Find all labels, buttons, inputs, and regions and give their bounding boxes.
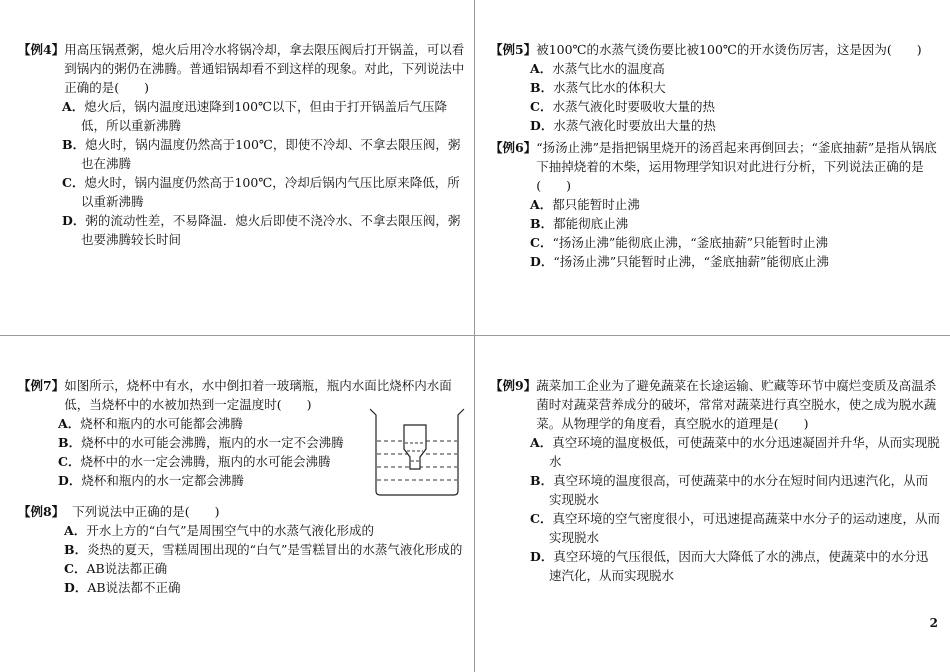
example-8 xyxy=(18,502,465,597)
option-c: C．“扬汤止沸”能彻底止沸，“釜底抽薪”只能暂时止沸 xyxy=(530,235,829,250)
question-stem: “扬汤止沸”是指把锅里烧开的汤舀起来再倒回去；“釜底抽薪”是指从锅底下抽掉烧着的木柴，运用物理学知识对此进行分析，下列说法正确的是( ) xyxy=(536,140,937,193)
example-tag: 【例6】 xyxy=(490,140,537,155)
question-stem: 被100℃的水蒸气烫伤要比被100℃的开水烫伤厉害，这是因为( ) xyxy=(536,42,922,57)
option-a: A．都只能暂时止沸 xyxy=(530,197,640,212)
option-b: B．熄火时，锅内温度仍然高于100℃，即使不冷却、不拿去限压阀，粥也在沸腾 xyxy=(62,137,461,171)
option-a: A．烧杯和瓶内的水可能都会沸腾 xyxy=(58,416,243,431)
option-a: A．真空环境的温度极低，可使蔬菜中的水分迅速凝固并升华，从而实现脱水 xyxy=(530,435,940,469)
option-c: C．AB说法都正确 xyxy=(64,561,168,576)
option-a: A．水蒸气比水的温度高 xyxy=(530,61,665,76)
option-d: D．水蒸气液化时要放出大量的热 xyxy=(530,118,716,133)
example-6 xyxy=(490,138,940,271)
example-tag: 【例8】 xyxy=(18,504,65,519)
option-d: D．烧杯和瓶内的水一定都会沸腾 xyxy=(58,473,244,488)
option-d: D．真空环境的气压很低，因而大大降低了水的沸点，使蔬菜中的水分迅速汽化，从而实现脱水 xyxy=(530,549,929,583)
option-a: A．开水上方的“白气”是周围空气中的水蒸气液化形成的 xyxy=(64,523,374,538)
option-c: C．真空环境的空气密度很小，可迅速提高蔬菜中水分子的运动速度，从而实现脱水 xyxy=(530,511,940,545)
example-4 xyxy=(18,40,465,249)
option-a: A．熄火后，锅内温度迅速降到100℃以下，但由于打开锅盖后气压降低，所以重新沸腾 xyxy=(62,99,448,133)
example-5 xyxy=(490,40,940,135)
option-c: C．烧杯中的水一定会沸腾，瓶内的水可能会沸腾 xyxy=(58,454,331,469)
question-stem: 蔬菜加工企业为了避免蔬菜在长途运输、贮藏等环节中腐烂变质及高温杀菌时对蔬菜营养成分的破坏，常常对蔬菜进行真空脱水，使之成为脱水蔬菜。从物理学的角度看，真空脱水的道理是( ) xyxy=(536,378,937,431)
question-stem: 如图所示，烧杯中有水，水中倒扣着一玻璃瓶，瓶内水面比烧杯内水面低，当烧杯中的水被加热到一定温度时( ) xyxy=(64,378,452,412)
option-b: B．水蒸气比水的体积大 xyxy=(530,80,666,95)
example-tag: 【例4】 xyxy=(18,42,65,57)
question-stem: 下列说法中正确的是( ) xyxy=(72,504,220,519)
option-c: C．熄火时，锅内温度仍然高于100℃，冷却后锅内气压比原来降低，所以重新沸腾 xyxy=(62,175,460,209)
option-b: B．炎热的夏天，雪糕周围出现的“白气”是雪糕冒出的水蒸气液化形成的 xyxy=(64,542,463,557)
page-number: 2 xyxy=(929,616,938,630)
option-c: C．水蒸气液化时要吸收大量的热 xyxy=(530,99,715,114)
example-tag: 【例9】 xyxy=(490,378,537,393)
option-b: B．真空环境的温度很高，可使蔬菜中的水分在短时间内迅速汽化，从而实现脱水 xyxy=(530,473,929,507)
beaker-figure xyxy=(368,405,466,497)
example-9 xyxy=(490,376,940,585)
option-d: D．粥的流动性差，不易降温．熄火后即使不浇冷水、不拿去限压阀，粥也要沸腾较长时间 xyxy=(62,213,461,247)
option-b: B．都能彻底止沸 xyxy=(530,216,629,231)
question-stem: 用高压锅煮粥，熄火后用冷水将锅冷却，拿去限压阀后打开锅盖，可以看到锅内的粥仍在沸腾。普通铝锅却看不到这样的现象。对此，下列说法中正确的是( ) xyxy=(64,42,465,95)
option-d: D．“扬汤止沸”只能暂时止沸，“釜底抽薪”能彻底止沸 xyxy=(530,254,829,269)
option-b: B．烧杯中的水可能会沸腾，瓶内的水一定不会沸腾 xyxy=(58,435,344,450)
option-d: D．AB说法都不正确 xyxy=(64,580,181,595)
example-tag: 【例7】 xyxy=(18,378,65,393)
example-tag: 【例5】 xyxy=(490,42,537,57)
